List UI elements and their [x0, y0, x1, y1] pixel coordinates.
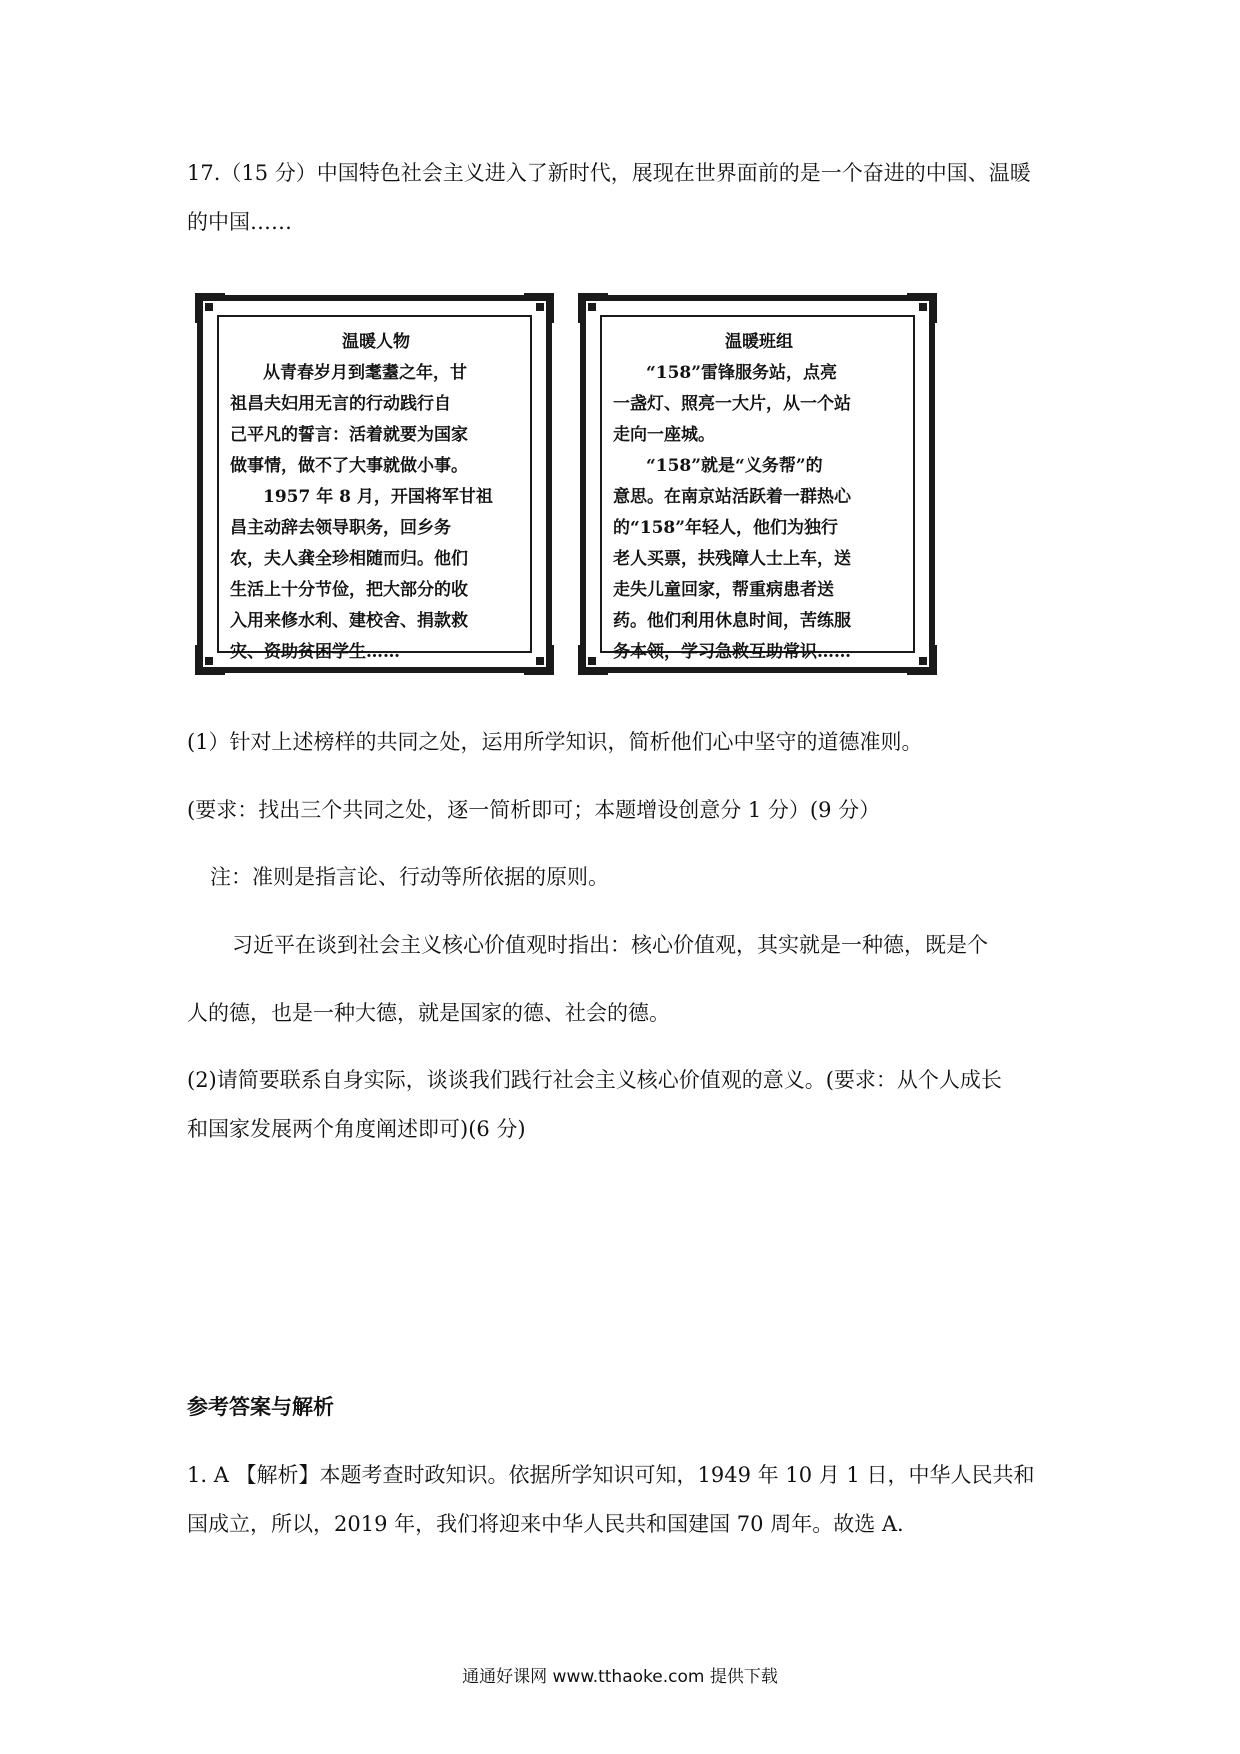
- card-text-line: 昌主动辞去领导职务，回乡务: [230, 518, 451, 538]
- sub-question-2-line-1: (2)请简要联系自身实际，谈谈我们践行社会主义核心价值观的意义。(要求：从个人成长: [187, 1068, 1002, 1092]
- card-text-line: “158”雷锋服务站，点亮: [646, 363, 838, 383]
- card-text-line: “158”就是“义务帮”的: [646, 456, 823, 476]
- card-text-line: 灾、资助贫困学生……: [230, 642, 400, 662]
- answer-1-line-2: 国成立，所以，2019 年，我们将迎来中华人民共和国建国 70 周年。故选 A.: [187, 1512, 904, 1536]
- card-text-line: 药。他们利用休息时间，苦练服: [613, 611, 851, 631]
- quote-line-2: 人的德，也是一种大德，就是国家的德、社会的德。: [187, 1001, 670, 1025]
- ornament-corner-icon: [576, 291, 610, 325]
- card-text-line: 走向一座城。: [613, 425, 715, 445]
- ornament-corner-icon: [522, 291, 556, 325]
- ornament-corner-icon: [576, 643, 610, 677]
- question-17-line-2: 的中国……: [187, 210, 292, 234]
- quote-line-1: 习近平在谈到社会主义核心价值观时指出：核心价值观，其实就是一种德，既是个: [232, 933, 988, 957]
- sub-question-1-note: 注：准则是指言论、行动等所依据的原则。: [210, 865, 609, 889]
- card-text-line: 从青春岁月到耄耋之年，甘: [263, 363, 467, 383]
- sub-question-1: (1）针对上述榜样的共同之处，运用所学知识，简析他们心中坚守的道德准则。: [187, 730, 923, 754]
- card-text-line: 做事情，做不了大事就做小事。: [230, 456, 468, 476]
- card-text-line: 一盏灯、照亮一大片，从一个站: [613, 394, 851, 414]
- answer-1-line-1: 1. A 【解析】本题考查时政知识。依据所学知识可知，1949 年 10 月 1 日，中华人民共和: [187, 1463, 1035, 1487]
- page-footer: 通通好课网 www.tthaoke.com 提供下载: [462, 1667, 778, 1687]
- card-text-line: 农，夫人龚全珍相随而归。他们: [230, 549, 468, 569]
- card-warm-team: [580, 295, 935, 673]
- card-warm-person: [197, 295, 552, 673]
- card-text-line: 老人买票，扶残障人士上车，送: [613, 549, 851, 569]
- card-title: 温暖人物: [342, 332, 410, 352]
- card-title: 温暖班组: [725, 332, 793, 352]
- sub-question-2-line-2: 和国家发展两个角度阐述即可)(6 分): [187, 1117, 526, 1141]
- ornament-corner-icon: [193, 291, 227, 325]
- card-text-line: 意思。在南京站活跃着一群热心: [613, 487, 851, 507]
- card-text-line: 入用来修水利、建校舍、捐款救: [230, 611, 468, 631]
- answers-heading: 参考答案与解析: [187, 1395, 334, 1419]
- card-text-line: 的“158”年轻人，他们为独行: [613, 518, 839, 538]
- card-text-line: 走失儿童回家，帮重病患者送: [613, 580, 834, 600]
- card-text-line: 己平凡的誓言：活着就要为国家: [230, 425, 468, 445]
- ornament-corner-icon: [905, 291, 939, 325]
- ornament-corner-icon: [522, 643, 556, 677]
- card-text-line: 祖昌夫妇用无言的行动践行自: [230, 394, 451, 414]
- ornament-corner-icon: [905, 643, 939, 677]
- card-text-line: 生活上十分节俭，把大部分的收: [230, 580, 468, 600]
- card-text-line: 务本领，学习急救互助常识……: [613, 642, 851, 662]
- question-17-line-1: 17.（15 分）中国特色社会主义进入了新时代，展现在世界面前的是一个奋进的中国、温暖: [187, 161, 1031, 185]
- card-text-line: 1957 年 8 月，开国将军甘祖: [263, 487, 493, 507]
- sub-question-1-requirement: (要求：找出三个共同之处，逐一简析即可；本题增设创意分 1 分）(9 分）: [187, 798, 881, 822]
- ornament-corner-icon: [193, 643, 227, 677]
